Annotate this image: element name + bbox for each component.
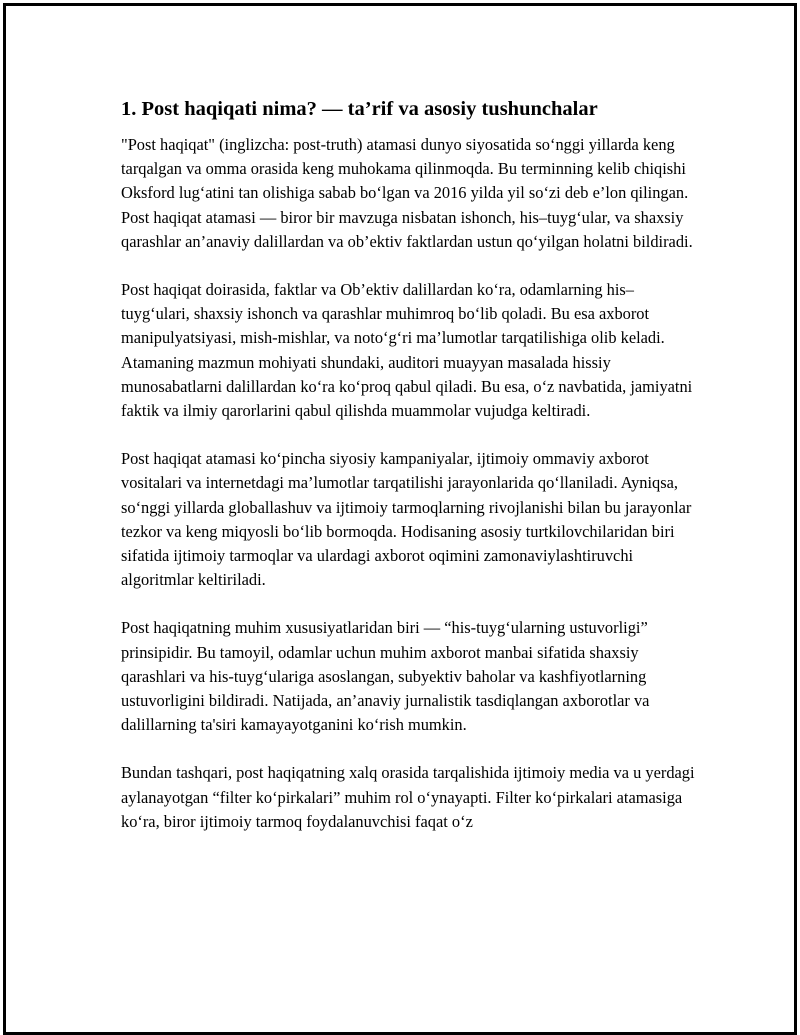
document-body [121,96,701,858]
paragraph-2: Post haqiqat doirasida, faktlar va Ob’ektiv dalillardan ko‘ra, odamlarning his–tuyg‘ulari, shaxsiy ishonch va qarashlar muhimroq bo‘lib qoladi. Bu esa axborot manipulyatsiyasi, mish-mishlar, va noto‘g‘ri ma’lumotlar tarqatilishiga olib keladi. Atamaning mazmun mohiyati shundaki, auditori muayyan masalada hissiy munosabatlarni dalillardan ko‘ra ko‘proq qabul qiladi. Bu esa, o‘z navbatida, jamiyatni faktik va ilmiy qarorlarini qabul qilishda muammolar vujudga keltiradi. [121,280,693,421]
paragraph-3: Post haqiqat atamasi ko‘pincha siyosiy kampaniyalar, ijtimoiy ommaviy axborot vositalari va internetdagi ma’lumotlar tarqatilishi jarayonlarida qo‘llaniladi. Ayniqsa, so‘nggi yillarda globallashuv va ijtimoiy tarmoqlarning rivojlanishi bilan bu jarayonlar tezkor va keng miqyosli bo‘lib bormoqda. Hodisaning asosiy turtkilovchilaridan biri sifatida ijtimoiy tarmoqlar va ulardagi axborot oqimini zamonaviylashtiruvchi algoritmlar keltiriladi. [121,449,692,590]
paragraph-1: "Post haqiqat" (inglizcha: post-truth) atamasi dunyo siyosatida so‘nggi yillarda keng tarqalgan va omma orasida keng muhokama qilinmoqda. Bu terminning kelib chiqishi Oksford lug‘atini tan olishiga sabab bo‘lgan va 2016 yilda yil so‘zi deb e’lon qilingan. Post haqiqat atamasi — biror bir mavzuga nisbatan ishonch, his–tuyg‘ular, va shaxsiy qarashlar an’anaviy dalillardan va ob’ektiv faktlardan ustun qo‘yilgan holatni bildiradi. [121,135,693,251]
section-heading: 1. Post haqiqati nima? — ta’rif va asosiy tushunchalar [121,98,598,120]
page-frame [3,3,797,1035]
paragraph-4: Post haqiqatning muhim xususiyatlaridan biri — “his-tuyg‘ularning ustuvorligi” prinsipidir. Bu tamoyil, odamlar uchun muhim axborot manbai sifatida shaxsiy qarashlari va his-tuyg‘ulariga asoslangan, subyektiv baholar va kashfiyotlarning ustuvorligini bildiradi. Natijada, an’anaviy jurnalistik tasdiqlangan axborotlar va dalillarning ta'siri kamayayotganini ko‘rish mumkin. [121,618,650,735]
paragraph-5: Bundan tashqari, post haqiqatning xalq orasida tarqalishida ijtimoiy media va u yerdagi aylanayotgan “filter ko‘pirkalari” muhim rol o‘ynayapti. Filter ko‘pirkalari atamasiga ko‘ra, biror ijtimoiy tarmoq foydalanuvchisi faqat o‘z [121,763,695,831]
